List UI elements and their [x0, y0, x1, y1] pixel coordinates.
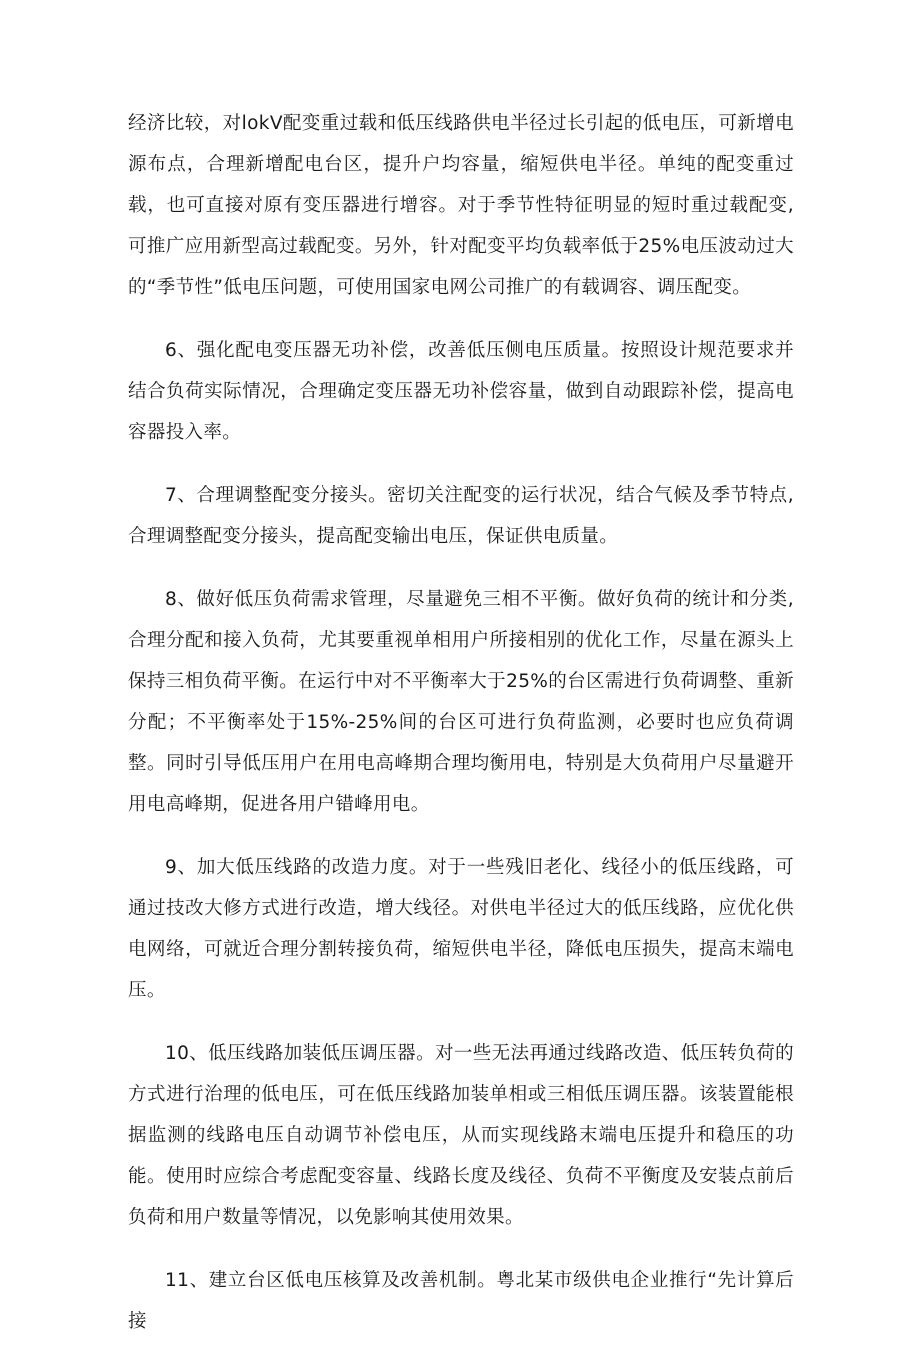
paragraph-item-10: 10、低压线路加装低压调压器。对一些无法再通过线路改造、低压转负荷的方式进行治理的低电压，可在低压线路加装单相或三相低压调压器。该装置能根据监测的线路电压自动调节补偿电压，从而实现线路末端电压提升和稳压的功能。使用时应综合考虑配变容量、线路长度及线径、负荷不平衡度及安装点前后负荷和用户数量等情况，以免影响其使用效果。	[128, 1043, 794, 1228]
paragraph-item-7: 7、合理调整配变分接头。密切关注配变的运行状况，结合气候及季节特点, 合理调整配变分接头，提高配变输出电压，保证供电质量。	[128, 485, 794, 547]
paragraph-item-11: 11、建立台区低电压核算及改善机制。粤北某市级供电企业推行“先计算后接	[128, 1270, 794, 1332]
paragraph-continued: 经济比较，对lokV配变重过载和低压线路供电半径过长引起的低电压，可新增电源布点，合理新增配电台区，提升户均容量，缩短供电半径。单纯的配变重过载，也可直接对原有变压器进行增容。对于季节性特征明显的短时重过载配变, 可推广应用新型高过载配变。另外，针对配变平均负载率低于25%电压波动过大的“季节性”低电压问题，可使用国家电网公司推广的有载调容、调压配变。	[128, 113, 794, 298]
paragraph-item-6: 6、强化配电变压器无功补偿，改善低压侧电压质量。按照设计规范要求并结合负荷实际情况，合理确定变压器无功补偿容量，做到自动跟踪补偿，提高电容器投入率。	[128, 340, 794, 443]
paragraph-item-8: 8、做好低压负荷需求管理，尽量避免三相不平衡。做好负荷的统计和分类, 合理分配和接入负荷，尤其要重视单相用户所接相别的优化工作，尽量在源头上保持三相负荷平衡。在运行中对不平衡率大于25%的台区需进行负荷调整、重新分配；不平衡率处于15%-25%间的台区可进行负荷监测，必要时也应负荷调整。同时引导低压用户在用电高峰期合理均衡用电，特别是大负荷用户尽量避开用电高峰期，促进各用户错峰用电。	[128, 589, 794, 815]
paragraph-item-9: 9、加大低压线路的改造力度。对于一些残旧老化、线径小的低压线路，可通过技改大修方式进行改造，增大线径。对供电半径过大的低压线路，应优化供电网络，可就近合理分割转接负荷，缩短供电半径，降低电压损失，提高末端电压。	[128, 857, 794, 1001]
document-body	[128, 103, 794, 1364]
